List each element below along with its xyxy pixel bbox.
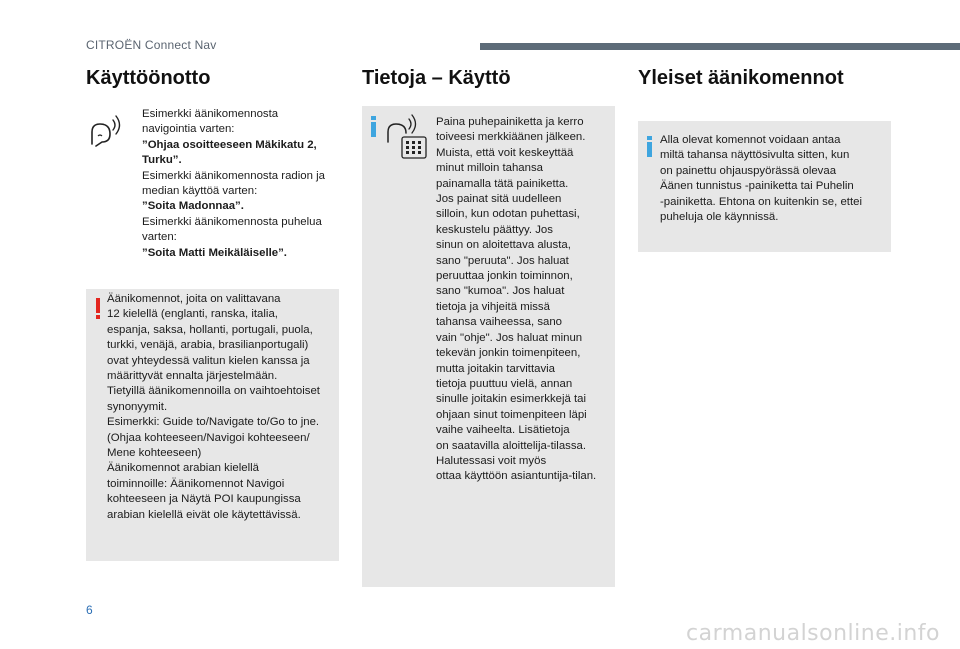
text-line: turkki, venäjä, arabia, brasilianportugali) [107,339,309,352]
text-line: Äänikomennot arabian kielellä [107,462,259,475]
heading-tietoja-kaytto: Tietoja – Käyttö [362,67,511,89]
text-line: Äänikomennot, joita on valittavana [107,293,281,305]
text-line: tietoja ja vihjeitä missä [436,300,550,313]
text-line: arabian kielellä eivät ole käytettävissä. [107,508,301,521]
text-line: Esimerkki: Guide to/Navigate to/Go to jne. [107,416,320,429]
text-line: Muista, että voit keskeyttää [436,146,574,159]
text-line: puheluja ole käynnissä. [660,211,779,224]
heading-yleiset-aanikomennot: Yleiset äänikomennot [638,67,844,89]
text-line: on saatavilla aloittelija-tilassa. [436,439,587,452]
text-line: Jos painat sitä uudelleen [436,193,562,206]
text-line: Alla olevat komennot voidaan antaa [660,134,841,146]
text-line: keskustelu päättyy. Jos [436,223,553,236]
text-line: sinun on aloitettava alusta, [436,239,571,252]
text-line: ohjaan sinut toimenpiteen läpi [436,408,587,421]
intro-text [142,107,342,261]
text-line: toiveesi merkkiäänen jälkeen. [436,131,586,144]
text-line: tahansa vaiheessa, sano [436,316,563,329]
text-line: ovat yhteydessä valitun kielen kanssa ja [107,354,310,367]
text-line: minut milloin tahansa [436,162,543,175]
text-line: vain "ohje". Jos haluat minun [436,331,583,344]
text-line: Mene kohteeseen) [107,447,202,460]
text-line: vaihe vaiheelta. Lisätietoja [436,424,570,437]
text-line: kohteeseen ja Näytä POI kaupungissa [107,493,301,506]
text-line: ”Soita Madonnaa”. [142,200,244,213]
warning-icon [96,298,100,319]
page-number: 6 [86,603,93,617]
text-line: Esimerkki äänikomennosta puhelua [142,215,322,228]
info-panel-general [638,121,891,252]
text-line: 12 kielellä (englanti, ranska, italia, [107,308,278,321]
text-line: tekevän jonkin toimenpiteen, [436,347,581,360]
info-panel-usage [362,106,615,587]
text-line: sinulle joitakin esimerkkejä tai [436,393,587,406]
text-line: sano "peruuta". Jos haluat [436,254,569,267]
heading-kayttoonotto: Käyttöönotto [86,67,211,89]
warning-text [107,292,339,523]
text-line: miltä tahansa näyttösivulta sitten, kun [660,149,850,162]
usage-text [436,115,614,485]
text-line: median käyttöä varten: [142,185,258,198]
voice-command-icon [86,112,126,148]
warning-panel [86,289,339,561]
text-line: peruuttaa jonkin toiminnon, [436,270,573,283]
text-line: tietoja puuttuu vielä, annan [436,377,573,390]
text-line: ”Soita Matti Meikäläiselle”. [142,246,287,259]
text-line: varten: [142,231,177,244]
text-line: navigointia varten: [142,123,235,136]
text-line: Esimerkki äänikomennosta radion ja [142,169,325,182]
text-line: Äänen tunnistus -painiketta tai Puhelin [660,180,854,193]
watermark: carmanualsonline.info [686,621,940,646]
text-line: on painettu ohjauspyörässä olevaa [660,164,837,177]
text-line: (Ohjaa kohteeseen/Navigoi kohteeseen/ [107,431,310,444]
text-line: espanja, saksa, hollanti, portugali, puola, [107,323,313,336]
text-line: Turku”. [142,154,182,167]
info-icon [371,116,376,137]
text-line: Paina puhepainiketta ja kerro [436,116,584,128]
text-line: ”Ohjaa osoitteeseen Mäkikatu 2, [142,138,317,151]
general-commands-text [660,133,888,225]
text-line: Tietyillä äänikomennoilla on vaihtoehtoiset [107,385,320,398]
text-line: määrittyvät ennalta järjestelmään. [107,370,278,383]
info-icon [647,136,652,157]
text-line: sano "kumoa". Jos haluat [436,285,565,298]
text-line: Halutessasi voit myös [436,454,547,467]
text-line: toiminnoille: Äänikomennot Navigoi [107,477,285,490]
text-line: -painiketta. Ehtona on kuitenkin se, ettei [660,195,862,208]
text-line: ottaa käyttöön asiantuntija-tilan. [436,470,597,483]
text-line: mutta joitakin tarvittavia [436,362,556,375]
text-line: silloin, kun odotan puhettasi, [436,208,580,221]
text-line: Esimerkki äänikomennosta [142,108,279,120]
header-bar [480,43,960,50]
voice-keypad-icon [384,112,428,160]
text-line: synonyymit. [107,400,168,413]
header-title: CITROËN Connect Nav [86,38,217,52]
text-line: painamalla tätä painiketta. [436,177,569,190]
